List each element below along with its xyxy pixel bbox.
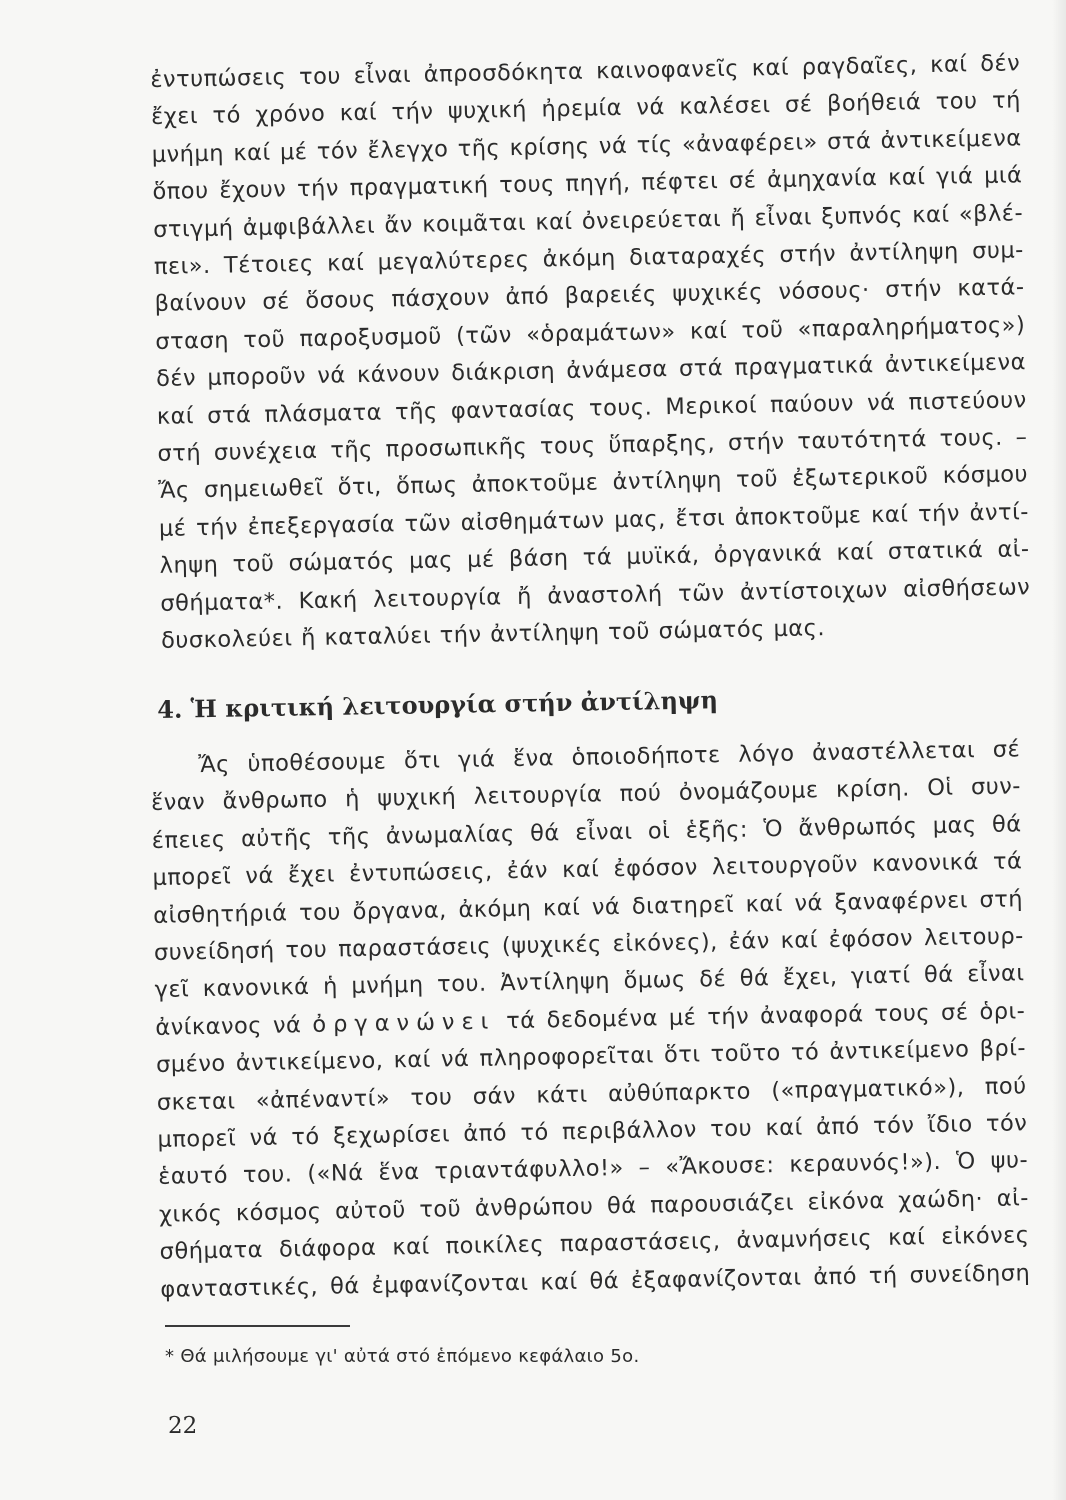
text-line: σκεται «ἀπέναντί» του σάν κάτι αὐθύπαρκτο («πραγματικό»), πού [156, 1072, 1027, 1116]
text-line: Ἄς ὑποθέσουμε ὅτι γιά ἕνα ὁποιοδήποτε λόγο ἀναστέλλεται σέ [198, 736, 1021, 779]
text-line: συνείδησή του παραστάσεις (ψυχικές εἰκόνες), ἐάν καί ἐφόσον λειτουρ- [153, 923, 1025, 966]
text-line: μπορεῖ νά τό ξεχωρίσει ἀπό τό περιβάλλον του καί ἀπό τόν ἴδιο τόν [157, 1110, 1028, 1153]
text-line: έπειες αὐτῆς τῆς ἀνωμαλίας θά εἶναι οἱ ἑξῆς: Ὁ ἄνθρωπός μας θά [151, 811, 1022, 854]
text-line: δυσκολεύει ἤ καταλύει τήν ἀντίληψη τοῦ σώματός μας. [160, 615, 826, 654]
footnote: * Θά μιλήσουμε γι' αὐτά στό ἑπόμενο κεφάλαιο 5ο. [165, 1346, 640, 1367]
text-line: αἰσθητήριά του ὄργανα, ἀκόμη καί νά διατηρεῖ καί νά ξαναφέρνει στή [152, 885, 1024, 929]
emphasized-word: ὀργανώνει [312, 1008, 496, 1038]
text-line: ἐντυπώσεις του εἶναι ἀπροσδόκητα καινοφανεῖς καί ραγδαῖες, καί δέν [150, 50, 1021, 93]
text-line: ἕναν ἄνθρωπο ἡ ψυχική λειτουργία πού ὀνομάζουμε κρίση. Οἱ συν- [150, 773, 1022, 817]
text-line: μνήμη καί μέ τόν ἔλεγχο τῆς κρίσης νά τίς «ἀναφέρει» στά ἀντικείμενα [151, 125, 1022, 168]
text-line: πει». Τέτοιες καί μεγαλύτερες ἀκόμη διαταραχές στήν ἀντίληψη συμ- [153, 237, 1025, 280]
text-fragment: ἀνίκανος νά [155, 1011, 313, 1041]
text-line: δέν μποροῦν νά κάνουν διάκριση ἀνάμεσα στά πραγματικά ἀντικείμενα [155, 349, 1027, 393]
text-line: μέ τήν ἐπεξεργασία τῶν αἰσθημάτων μας, ἔτσι ἀποκτοῦμε καί τήν ἀντί- [158, 499, 1030, 542]
text-line: στιγμή ἀμφιβάλλει ἄν κοιμᾶται καί ὀνειρεύεται ἤ εἶναι ξυπνός καί «βλέ- [152, 199, 1024, 243]
page-edge-shadow [1052, 0, 1066, 1500]
text-line: χικός κόσμος αὐτοῦ τοῦ ἀνθρώπου θά παρουσιάζει εἰκόνα χαώδη· αἰ- [158, 1185, 1030, 1228]
section-heading: 4. Ἡ κριτική λειτουργία στήν ἀντίληψη [157, 685, 719, 724]
text-line: καί στά πλάσματα τῆς φαντασίας τους. Μερικοί παύουν νά πιστεύουν [156, 386, 1027, 430]
text-line: βαίνουν σέ ὅσους πάσχουν ἀπό βαρειές ψυχικές νόσους· στήν κατά- [154, 274, 1025, 318]
text-line: σθήματα διάφορα καί ποικίλες παραστάσεις, ἀναμνήσεις καί εἰκόνες [159, 1222, 1030, 1266]
text-line: σταση τοῦ παροξυσμοῦ (τῶν «ὁραμάτων» καί τοῦ «παραληρήματος») [155, 312, 1026, 355]
paragraph-continued [150, 45, 1031, 660]
text-line: στή συνέχεια τῆς προσωπικῆς τους ὕπαρξης, στήν ταυτότητά τους. – [157, 424, 1028, 467]
text-line: γεῖ κανονικά ἡ μνήμη του. Ἀντίληψη ὅμως δέ θά ἔχει, γιατί θά εἶναι [154, 960, 1025, 1004]
text-line: σμένο ἀντικείμενο, καί νά πληροφορεῖται ὅτι τοῦτο τό ἀντικείμενο βρί- [155, 1035, 1027, 1079]
text-fragment: τά δεδομένα μέ τήν ἀναφορά τους σέ ὁρι- [495, 998, 1026, 1035]
text-line: ἔχει τό χρόνο καί τήν ψυχική ἠρεμία νά καλέσει σέ βοήθειά του τή [150, 87, 1022, 131]
page-number: 22 [168, 1413, 198, 1439]
text-line: ἑαυτό του. («Νά ἕνα τριαντάφυλλο!» – «Ἄκουσε: κεραυνός!»). Ὁ ψυ- [157, 1147, 1029, 1191]
paragraph-section-4 [150, 731, 1031, 1309]
text-line: σθήματα*. Κακή λειτουργία ἤ ἀναστολή τῶν ἀντίστοιχων αἰσθήσεων [160, 573, 1031, 617]
footnote-divider [165, 1325, 350, 1327]
text-line: Ἄς σημειωθεῖ ὅτι, ὅπως ἀποκτοῦμε ἀντίληψη τοῦ ἐξωτερικοῦ κόσμου [157, 461, 1029, 505]
text-line: φανταστικές, θά ἐμφανίζονται καί θά ἐξαφανίζονται ἀπό τή συνείδηση [160, 1259, 1031, 1303]
text-line: ὅπου ἔχουν τήν πραγματική τους πηγή, πέφτει σέ ἀμηχανία καί γιά μιά [152, 162, 1023, 206]
text-line: μπορεῖ νά ἔχει ἐντυπώσεις, ἐάν καί ἐφόσον λειτουργοῦν κανονικά τά [152, 848, 1023, 892]
text-line: ληψη τοῦ σώματός μας μέ βάση τά μυϊκά, ὀργανικά καί στατικά αἰ- [159, 536, 1030, 580]
